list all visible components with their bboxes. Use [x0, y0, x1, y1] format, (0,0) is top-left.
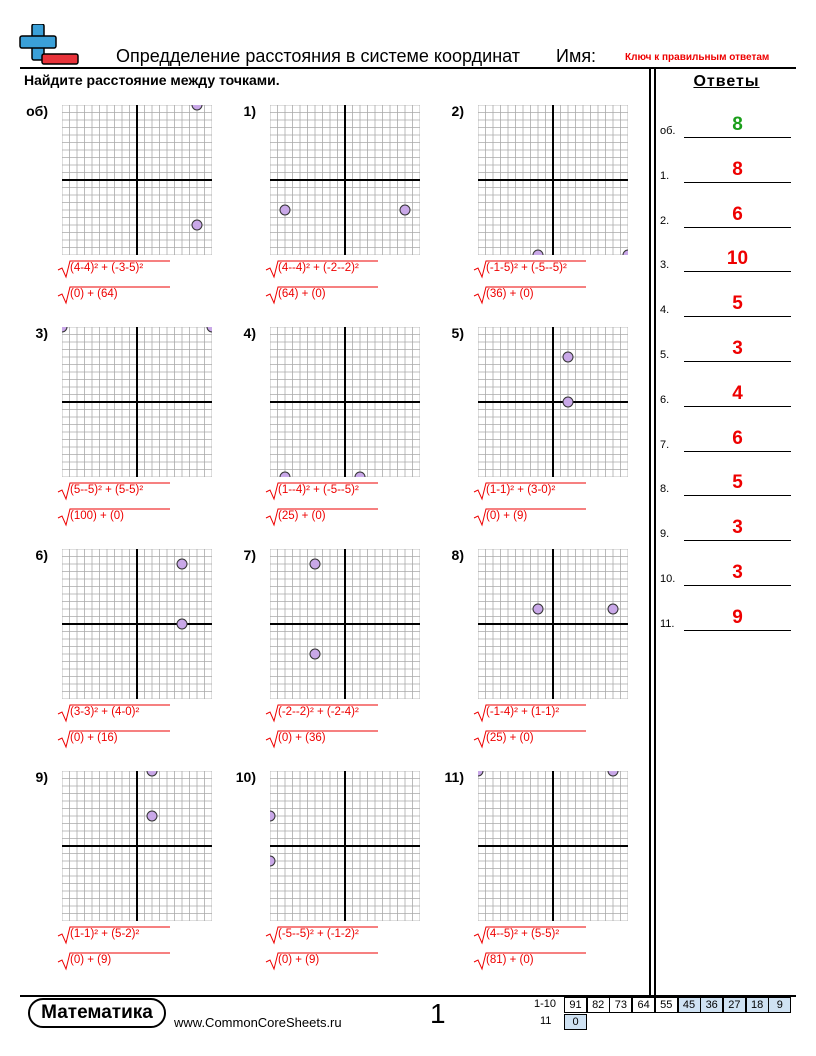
distance-formula [474, 926, 624, 946]
answer-label: 8. [660, 483, 670, 496]
answer-value: 8 [732, 114, 743, 135]
formula-text: (-1-4)² + (1-1)² [486, 706, 560, 718]
plot-point [147, 811, 157, 821]
coordinate-grid [62, 327, 212, 477]
plot-point [533, 604, 543, 614]
distance-formula [474, 508, 624, 528]
score-cell: 27 [723, 997, 746, 1013]
answer-column-divider [649, 69, 651, 995]
answer-value: 3 [732, 517, 743, 539]
plot-point [608, 771, 618, 776]
formula-text: (1--4)² + (-5--5)² [278, 484, 359, 496]
distance-formula [58, 704, 208, 724]
answer-line [684, 406, 791, 407]
answer-label: 9. [660, 528, 670, 541]
coordinate-grid [270, 327, 420, 477]
distance-formula [58, 730, 208, 750]
distance-formula [266, 508, 416, 528]
plot-point [280, 205, 290, 215]
answer-label: 4. [660, 304, 670, 317]
answer-value: 6 [732, 427, 743, 449]
name-label: Имя: [556, 46, 597, 66]
distance-formula [58, 952, 208, 972]
distance-formula [266, 704, 416, 724]
score-cell: 64 [632, 997, 655, 1013]
plot-point [478, 771, 483, 776]
problem-label: 7) [243, 547, 256, 563]
answers-title: Ответы [693, 73, 760, 90]
plot-point [355, 472, 365, 477]
formula-text: (4--4)² + (-2--2)² [278, 262, 359, 274]
instructions: Найдите расстояние между точками. [24, 72, 280, 88]
page-number: 1 [430, 998, 446, 1029]
plot-point [270, 856, 275, 866]
distance-formula [266, 926, 416, 946]
coordinate-grid [478, 771, 628, 921]
answer-column-divider [654, 69, 656, 995]
answer-label: 3. [660, 259, 670, 272]
formula-text: (4--5)² + (5-5)² [486, 928, 560, 940]
plot-point [623, 250, 628, 255]
answer-label: 11. [660, 617, 675, 630]
distance-formula [474, 730, 624, 750]
plot-point [177, 559, 187, 569]
answer-line [684, 227, 791, 228]
distance-formula [58, 286, 208, 306]
answer-value: 5 [732, 293, 743, 315]
problem-label: 2) [451, 103, 464, 119]
score-cell: 82 [587, 997, 610, 1013]
answer-line [684, 540, 791, 541]
formula-text: (4-4)² + (-3-5)² [70, 262, 144, 274]
formula-text: (0) + (9) [70, 954, 112, 966]
answer-line [684, 495, 791, 496]
distance-formula [58, 482, 208, 502]
formula-text: (81) + (0) [486, 954, 534, 966]
plot-point [192, 220, 202, 230]
answer-line [684, 361, 791, 362]
plot-point [310, 559, 320, 569]
problem-label: 8) [451, 547, 464, 563]
distance-formula [266, 730, 416, 750]
answer-value: 3 [732, 338, 743, 359]
formula-text: (5--5)² + (5-5)² [70, 484, 144, 496]
score-cell: 18 [746, 997, 769, 1013]
formula-text: (1-1)² + (3-0)² [486, 484, 556, 496]
plot-point [400, 205, 410, 215]
answer-line [684, 182, 791, 183]
answer-line [684, 271, 791, 272]
problem-label: 5) [451, 325, 464, 341]
distance-formula [266, 286, 416, 306]
plot-point [563, 352, 573, 362]
formula-text: (1-1)² + (5-2)² [70, 928, 140, 940]
answer-label: об. [660, 125, 676, 137]
formula-text: (3-3)² + (4-0)² [70, 706, 140, 718]
distance-formula [58, 260, 208, 280]
answer-line [684, 630, 791, 631]
answer-label: 5. [660, 349, 670, 361]
plot-point [192, 105, 202, 110]
problem-label: об) [26, 103, 48, 119]
formula-text: (-5--5)² + (-1-2)² [278, 928, 359, 940]
answer-value: 5 [732, 472, 743, 494]
distance-formula [58, 926, 208, 946]
answer-label: 2. [660, 214, 670, 227]
problem-label: 11) [444, 769, 464, 785]
formula-text: (-1-5)² + (-5--5)² [486, 262, 567, 274]
formula-text: (0) + (16) [70, 732, 118, 744]
worksheet-title: Опредделение расстояния в системе координат [116, 46, 520, 66]
logo-icon [18, 24, 80, 68]
answer-value: 4 [732, 382, 743, 404]
coordinate-grid [270, 549, 420, 699]
site-url: www.CommonCoreSheets.ru [174, 1015, 342, 1030]
plot-point [147, 771, 157, 776]
coordinate-grid [478, 327, 628, 477]
distance-formula [266, 482, 416, 502]
coordinate-grid [270, 771, 420, 921]
formula-text: (25) + (0) [278, 510, 326, 522]
formula-text: (-2--2)² + (-2-4)² [278, 706, 359, 718]
formula-text: (0) + (36) [278, 732, 326, 744]
score-cell: 9 [768, 997, 791, 1013]
answer-label: 10. [660, 573, 676, 585]
plot-point [533, 250, 543, 255]
score-cell: 45 [678, 997, 701, 1013]
answer-line [684, 316, 791, 317]
score-cell: 36 [700, 997, 723, 1013]
distance-formula [474, 952, 624, 972]
plot-point [62, 327, 67, 332]
coordinate-grid [478, 549, 628, 699]
plot-point [310, 649, 320, 659]
plot-point [280, 472, 290, 477]
plot-point [177, 619, 187, 629]
coordinate-grid [270, 105, 420, 255]
problem-label: 4) [243, 325, 256, 341]
formula-text: (0) + (9) [486, 510, 528, 522]
answer-label: 7. [660, 438, 670, 451]
score-cell: 73 [609, 997, 632, 1013]
coordinate-grid [62, 105, 212, 255]
score-row-label: 11 [540, 1015, 552, 1027]
plot-point [207, 327, 212, 332]
plot-point [608, 604, 618, 614]
answer-value: 9 [732, 606, 743, 628]
problem-label: 6) [35, 547, 48, 563]
problem-label: 9) [35, 769, 48, 785]
answer-label: 6. [660, 393, 670, 406]
problem-label: 3) [35, 325, 48, 341]
coordinate-grid [478, 105, 628, 255]
formula-text: (100) + (0) [70, 510, 125, 522]
plot-point [563, 397, 573, 407]
answer-value: 3 [732, 562, 743, 583]
answer-value: 8 [732, 158, 743, 180]
formula-text: (0) + (64) [70, 288, 118, 300]
formula-text: (25) + (0) [486, 732, 534, 744]
score-cell: 0 [564, 1014, 587, 1030]
problem-label: 1) [243, 103, 256, 119]
score-cell: 55 [655, 997, 678, 1013]
distance-formula [266, 952, 416, 972]
formula-text: (0) + (9) [278, 954, 320, 966]
problem-label: 10) [235, 769, 256, 785]
answer-value: 6 [732, 203, 743, 225]
distance-formula [58, 508, 208, 528]
distance-formula [474, 482, 624, 502]
distance-formula [474, 286, 624, 306]
answer-key-label: Ключ к правильным ответам [625, 52, 770, 63]
formula-text: (36) + (0) [486, 288, 534, 300]
coordinate-grid [62, 771, 212, 921]
header-divider [20, 67, 796, 69]
score-row-label: 1-10 [534, 998, 557, 1010]
answer-line [684, 451, 791, 452]
distance-formula [474, 704, 624, 724]
distance-formula [474, 260, 624, 280]
coordinate-grid [62, 549, 212, 699]
answer-line [684, 137, 791, 138]
formula-text: (64) + (0) [278, 288, 326, 300]
answer-line [684, 585, 791, 586]
answer-label: 1. [660, 169, 670, 182]
plot-point [270, 811, 275, 821]
answer-value: 10 [726, 248, 749, 270]
brand-badge: Математика [28, 998, 166, 1028]
score-cell: 91 [564, 997, 587, 1013]
distance-formula [266, 260, 416, 280]
